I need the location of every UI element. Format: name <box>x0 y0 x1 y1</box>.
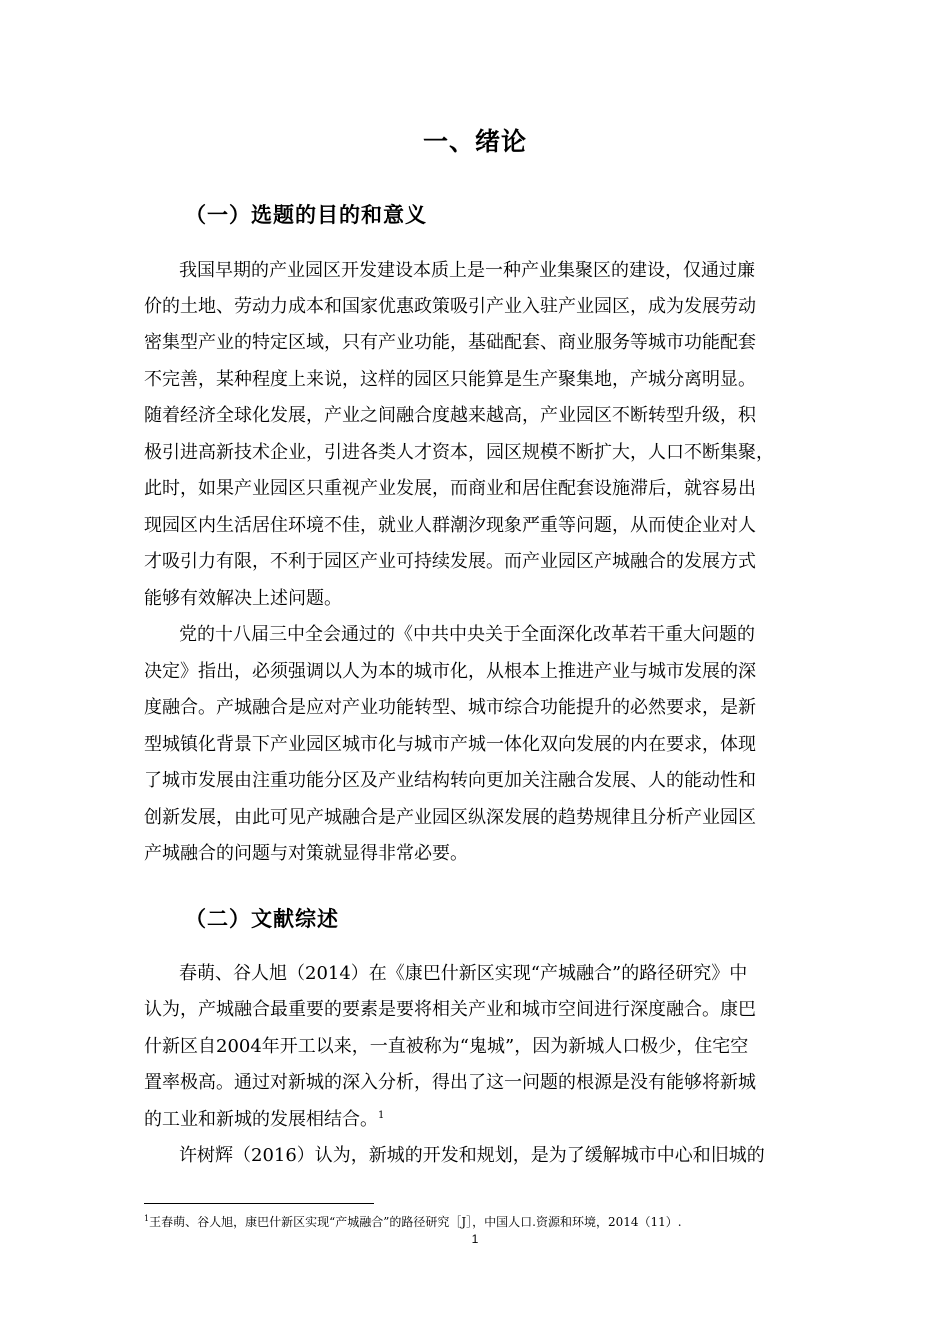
paragraph-line: 党的十八届三中全会通过的《中共中央关于全面深化改革若干重大问题的 <box>179 624 755 645</box>
footnote-separator <box>144 1203 374 1204</box>
paragraph-line: 决定》指出，必须强调以人为本的城市化，从根本上推进产业与城市发展的深 <box>144 661 756 682</box>
chapter-heading: 一、绪论 <box>422 127 527 156</box>
paragraph-line: 价的土地、劳动力成本和国家优惠政策吸引产业入驻产业园区，成为发展劳动 <box>144 296 756 317</box>
paragraph-line: 许树辉（2016）认为，新城的开发和规划，是为了缓解城市中心和旧城的 <box>179 1145 765 1166</box>
footnote <box>144 1213 682 1230</box>
paragraph-line: 度融合。产城融合是应对产业功能转型、城市综合功能提升的必然要求，是新 <box>144 697 756 718</box>
paragraph-line: 型城镇化背景下产业园区城市化与城市产城一体化双向发展的内在要求，体现 <box>144 734 756 755</box>
paragraph-line: 才吸引力有限，不利于园区产业可持续发展。而产业园区产城融合的发展方式 <box>144 551 756 572</box>
page-number: 1 <box>471 1232 479 1246</box>
footnote-text: 王春萌、谷人旭，康巴什新区实现“产城融合”的路径研究［J］，中国人口.资源和环境，2014（11）. <box>149 1215 682 1229</box>
paragraph-line: 了城市发展由注重功能分区及产业结构转向更加关注融合发展、人的能动性和 <box>144 770 756 791</box>
paragraph-line: 什新区自2004年开工以来，一直被称为“鬼城”，因为新城人口极少，住宅空 <box>144 1036 749 1057</box>
paragraph-line <box>144 1109 384 1131</box>
paragraph-line: 春萌、谷人旭（2014）在《康巴什新区实现“产城融合”的路径研究》中 <box>179 963 748 984</box>
paragraph-line: 密集型产业的特定区域，只有产业功能，基础配套、商业服务等城市功能配套 <box>144 332 756 353</box>
paragraph-line: 创新发展，由此可见产城融合是产业园区纵深发展的趋势规律且分析产业园区 <box>144 807 756 828</box>
paragraph-line-text: 的工业和新城的发展相结合。 <box>144 1109 378 1130</box>
paragraph-line: 此时，如果产业园区只重视产业发展，而商业和居住配套设施滞后，就容易出 <box>144 478 756 499</box>
paragraph-line: 产城融合的问题与对策就显得非常必要。 <box>144 843 468 864</box>
paragraph-line: 不完善，某种程度上来说，这样的园区只能算是生产聚集地，产城分离明显。 <box>144 369 756 390</box>
paragraph-line: 极引进高新技术企业，引进各类人才资本，园区规模不断扩大，人口不断集聚， <box>144 442 774 463</box>
paragraph-line: 认为，产城融合最重要的要素是要将相关产业和城市空间进行深度融合。康巴 <box>144 999 756 1020</box>
paragraph-line: 现园区内生活居住环境不佳，就业人群潮汐现象严重等问题，从而使企业对人 <box>144 515 756 536</box>
section-heading-purpose: （一）选题的目的和意义 <box>185 203 427 227</box>
section-heading-literature: （二）文献综述 <box>185 907 339 931</box>
paragraph-line: 能够有效解决上述问题。 <box>144 588 342 609</box>
paragraph-line: 我国早期的产业园区开发建设本质上是一种产业集聚区的建设，仅通过廉 <box>179 260 755 281</box>
footnote-reference[interactable]: 1 <box>378 1110 385 1121</box>
paragraph-line: 随着经济全球化发展，产业之间融合度越来越高，产业园区不断转型升级，积 <box>144 405 756 426</box>
paragraph-line: 置率极高。通过对新城的深入分析，得出了这一问题的根源是没有能够将新城 <box>144 1072 756 1093</box>
footnote-mark: 1 <box>144 1214 150 1223</box>
